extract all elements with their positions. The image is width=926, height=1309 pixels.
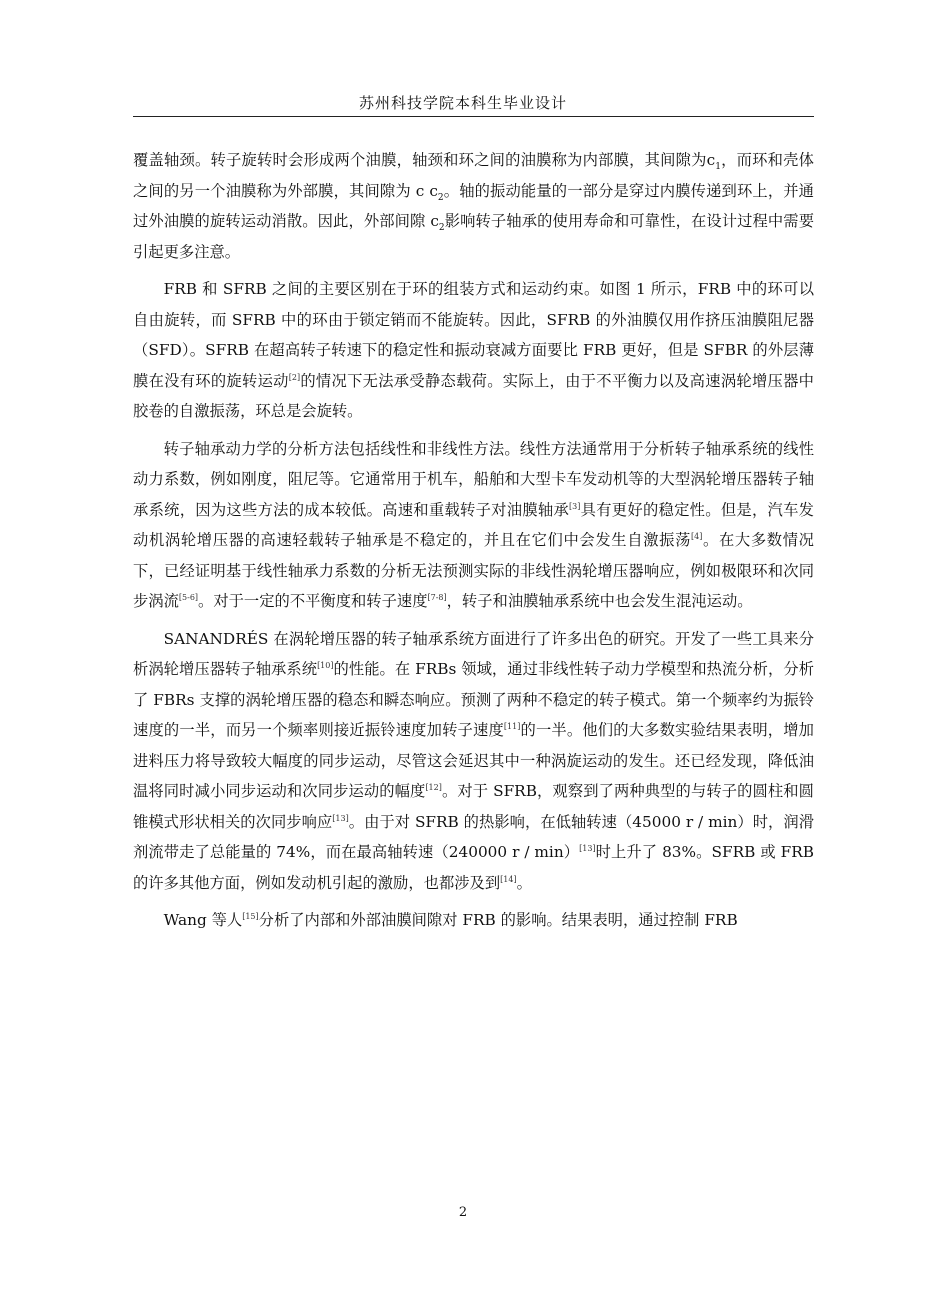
text-run: Wang 等人 [163,911,243,929]
text-run: FRB 和 SFRB 之间的主要区别在于环的组装方式和运动约束。如图 1 所示，FRB 中的环可以自由旋转，而 SFRB 中的环由于锁定销而不能旋转。因此，SFRB 的外油膜仅用作挤压油膜阻尼器（SFD）。SFRB 在超高转子转速下的稳定性和振动衰减方面要比 FRB 更好，但是 SFBR 的外层薄膜在没有环的旋转运动 [133,280,814,390]
page-header: 苏州科技学院本科生毕业设计 [358,94,567,112]
header-rule [133,116,814,117]
text-run: ，而环和壳体之间的另一个油膜称为外部膜，其间隙为 c c [133,151,814,200]
text-run: 时上升了 83%。SFRB 或 FRB 的许多其他方面，例如发动机引起的激励，也都涉及到 [133,843,815,892]
subscript: 2 [438,223,445,234]
citation-ref: [3] [569,501,581,511]
text-run: 。在大多数情况下，已经证明基于线性轴承力系数的分析无法预测实际的非线性涡轮增压器响应，例如极限环和次同步涡流 [133,531,814,610]
citation-ref: [14] [500,874,517,884]
citation-ref: [5-6] [178,592,199,602]
document-body [133,145,814,943]
text-run: 。由于对 SFRB 的热影响，在低轴转速（45000 r / min）时，润滑剂流带走了总能量的 74%，而在最高轴转速（240000 r / min） [133,812,814,861]
citation-ref: [10] [317,660,334,670]
paragraph [133,434,814,617]
text-run: 覆盖轴颈。转子旋转时会形成两个油膜，轴颈和环之间的油膜称为内部膜，其间隙为c [133,151,716,169]
text-run: 影响转子轴承的使用寿命和可靠性，在设计过程中需要引起更多注意。 [133,212,814,261]
citation-ref: [11] [503,721,521,731]
text-run: 具有更好的稳定性。但是，汽车发动机涡轮增压器的高速轻载转子轴承是不稳定的，并且在它们中会发生自激振荡 [133,500,814,549]
text-run: SANANDRÉS 在涡轮增压器的转子轴承系统方面进行了许多出色的研究。开发了一些工具来分析涡轮增压器转子轴承系统 [133,629,814,678]
text-run: 。 [516,873,532,892]
citation-ref: [12] [425,782,442,792]
text-run: 。轴的振动能量的一部分是穿过内膜传递到环上，并通过外油膜的旋转运动消散。因此，外部间隙 c [133,181,814,230]
text-run: 分析了内部和外部油膜间隙对 FRB 的影响。结果表明，通过控制 FRB [258,911,738,929]
paragraph [133,905,814,936]
subscript: 1 [715,162,721,173]
citation-ref: [13] [579,843,596,853]
text-run: 。对于 SFRB，观察到了两种典型的与转子的圆柱和圆锥模式形状相关的次同步响应 [133,782,814,831]
citation-ref: [15] [242,911,259,921]
text-run: 的性能。在 FRBs 领域，通过非线性转子动力学模型和热流分析，分析了 FBRs 支撑的涡轮增压器的稳态和瞬态响应。预测了两种不稳定的转子模式。第一个频率约为振铃速度的一半，而另一个频率则接近振铃速度加转子速度 [133,660,814,739]
citation-ref: [13] [332,813,349,823]
paragraph [133,274,814,427]
page-number: 2 [458,1205,468,1220]
paragraph [133,624,814,899]
text-run: 的一半。他们的大多数实验结果表明，增加进料压力将导致较大幅度的同步运动，尽管这会延迟其中一种涡旋运动的发生。还已经发现，降低油温将同时减小同步运动和次同步运动的幅度 [133,721,814,800]
citation-ref: [2] [288,372,301,382]
citation-ref: [4] [691,531,703,541]
text-run: 转子轴承动力学的分析方法包括线性和非线性方法。线性方法通常用于分析转子轴承系统的线性动力系数，例如刚度，阻尼等。它通常用于机车，船舶和大型卡车发动机等的大型涡轮增压器转子轴承系统，因为这些方法的成本较低。高速和重载转子对油膜轴承 [133,439,814,519]
paragraph [133,145,814,267]
text-run: ，转子和油膜轴承系统中也会发生混沌运动。 [446,592,753,610]
text-run: 。对于一定的不平衡度和转子速度 [198,592,428,610]
citation-ref: [7-8] [427,592,447,602]
text-run: 的情况下无法承受静态载荷。实际上，由于不平衡力以及高速涡轮增压器中胶卷的自激振荡，环总是会旋转。 [133,371,814,420]
subscript: 2 [437,192,444,203]
